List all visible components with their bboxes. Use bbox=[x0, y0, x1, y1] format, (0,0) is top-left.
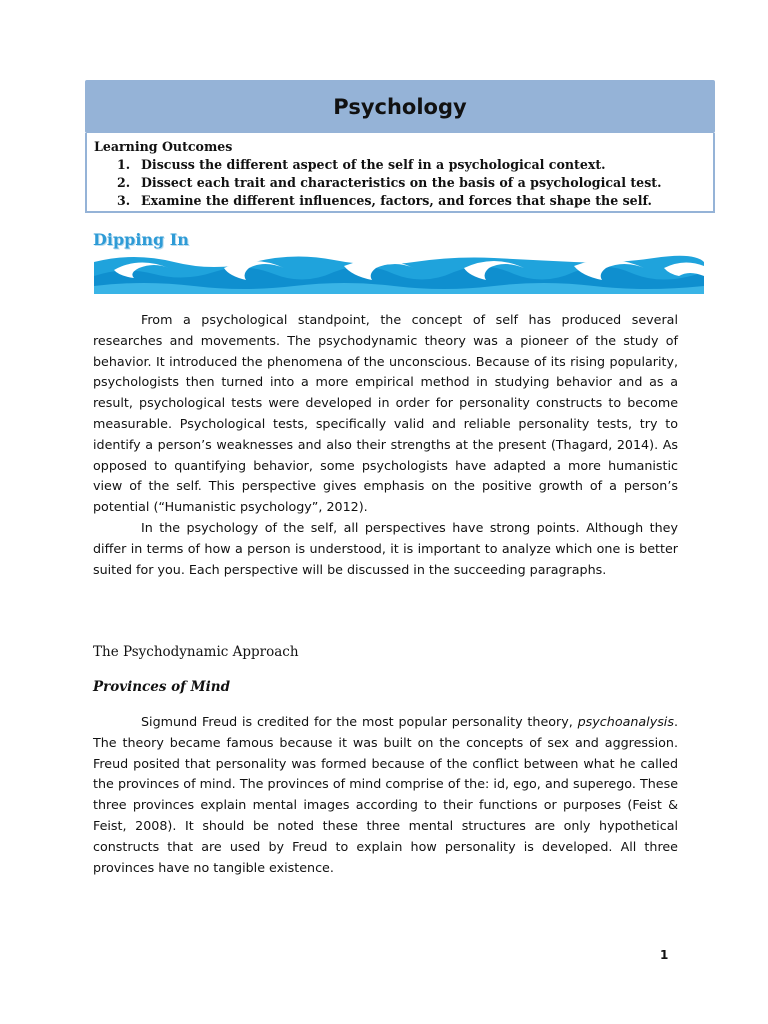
subsection-heading: Provinces of Mind bbox=[93, 679, 231, 695]
paragraph-text: Sigmund Freud is credited for the most popular personality theory, bbox=[141, 714, 578, 729]
outcome-item bbox=[117, 174, 662, 192]
outcome-number: 2. bbox=[117, 175, 131, 190]
intro-paragraph: In the psychology of the self, all perspectives have strong points. Although they differ in terms of how a person is understood, it is important to analyze which one is better suited for you. Each perspective will be discussed in the succeeding paragraphs. bbox=[93, 519, 678, 577]
section-heading: The Psychodynamic Approach bbox=[93, 644, 299, 660]
italic-term: psychoanalysis bbox=[577, 714, 674, 729]
outcome-text: Dissect each trait and characteristics on the basis of a psychological test. bbox=[141, 175, 662, 190]
page-title: Psychology bbox=[333, 94, 467, 119]
section-text bbox=[93, 712, 678, 878]
outcome-text: Discuss the different aspect of the self in a psychological context. bbox=[141, 157, 606, 172]
learning-outcomes-box bbox=[85, 133, 715, 213]
learning-outcomes-heading: Learning Outcomes bbox=[94, 139, 233, 154]
wave-banner bbox=[94, 246, 704, 294]
outcome-number: 3. bbox=[117, 193, 131, 208]
outcome-text: Examine the different influences, factors, and forces that shape the self. bbox=[141, 193, 652, 208]
intro-text bbox=[93, 310, 678, 580]
section-banner-title: Dipping In bbox=[93, 230, 189, 249]
outcome-number: 1. bbox=[117, 157, 131, 172]
intro-paragraph: From a psychological standpoint, the concept of self has produced several researches and movements. The psychodynamic theory was a pioneer of the study of behavior. It introduced the phenomena of the unconscious. Because of its rising popularity, psychologists then turned into a more empirical method in studying behavior and as a result, psychological tests were developed in order for personality constructs to become measurable. Psychological tests, specifically valid and reliable personality tests, try to identify a person’s weaknesses and also their strengths at the present (Thagard, 2014). As opposed to quantifying behavior, some psychologists have adapted a more humanistic view of the self. This perspective gives emphasis on the positive growth of a person’s potential (“Humanistic psychology”, 2012). bbox=[93, 312, 678, 515]
paragraph-text: . The theory became famous because it was built on the concepts of sex and aggression. Freud posited that personality was formed because of the conflict between what he called the provinces of mind. The provinces of mind comprise of the: id, ego, and superego. These three provinces explain mental images according to their functions or purposes (Feist & Feist, 2008). It should be noted these three mental structures are only hypothetical constructs that are used by Freud to explain how personality is developed. All three provinces have no tangible existence. bbox=[93, 714, 678, 875]
page-number: 1 bbox=[660, 948, 669, 962]
section-paragraph bbox=[93, 712, 678, 878]
outcome-item bbox=[117, 156, 606, 174]
title-bar bbox=[85, 80, 715, 133]
outcome-item bbox=[117, 192, 652, 210]
